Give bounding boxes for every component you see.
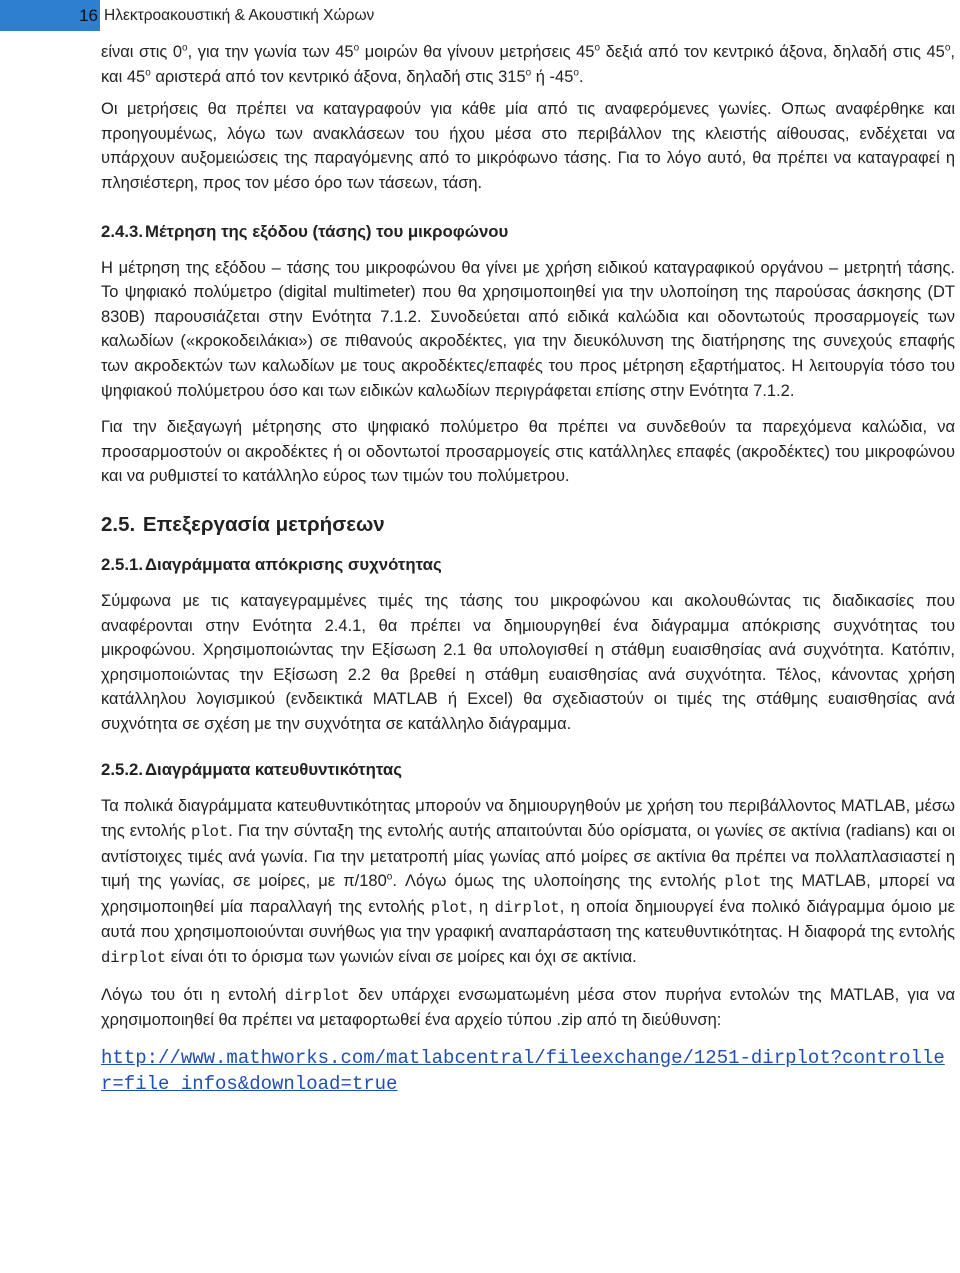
heading-2-5-2: 2.5.2. Διαγράμματα κατευθυντικότητας	[101, 760, 402, 780]
paragraph-dirplot-download: Λόγω του ότι η εντολή dirplot δεν υπάρχει ενσωματωμένη μέσα στον πυρήνα εντολών της MATLAB, για να χρησιμοποιηθεί θα πρέπει να μεταφορτωθεί ένα αρχείο τύπου .zip από τη διεύθυνση:	[101, 985, 956, 1030]
paragraph-angles: είναι στις 0$^o$, για την γωνία των 45$^o$ μοιρών θα γίνουν μετρήσεις 45$^o$ δεξιά από τον κεντρικό άξονα, δηλαδή στις 45$^o$, και 45$^o$ αριστερά από τον κεντρικό άξονα, δηλαδή στις 315$^o$ ή -45$^o$.	[101, 42, 956, 86]
paragraph-reflections: Οι μετρήσεις θα πρέπει να καταγραφούν για κάθε μία από τις αναφερόμενες γωνίες. Οπως αναφέρθηκε και προηγουμένως, λόγω των ανακλάσεων του ήχου μέσα στο περιβάλλον της κλειστής αίθουσας, ενδέχεται να υπάρχουν αυξομειώσεις της παραγόμενης από το μικρόφωνο τάσης. Για το λόγο αυτό, θα πρέπει να καταγραφεί η πλησιέστερη, προς τον μέσο όρο των τάσεων, τάση.	[101, 100, 955, 192]
paragraph-measurement-procedure: Για την διεξαγωγή μέτρησης στο ψηφιακό πολύμετρο θα πρέπει να συνδεθούν τα παρεχόμενα καλώδια, να προσαρμοστούν οι ακροδέκτες ή οι οδοντωτοί προσαρμογείς στις κατάλληλες επαφές (ακροδέκτες) του μικροφώνου και να ρυθμιστεί το κατάλληλο εύρος των τιμών του πολύμετρου.	[101, 418, 955, 486]
paragraph-frequency-response: Σύμφωνα με τις καταγεγραμμένες τιμές της τάσης του μικροφώνου και ακολουθώντας τις διαδικασίες που αναφέρονται στην Ενότητα 2.4.1, θα πρέπει να δημιουργηθεί ένα διάγραμμα απόκρισης συχνότητας του μικροφώνου. Χρησιμοποιώντας την Εξίσωση 2.1 θα υπολογισθεί η στάθμη ευαισθησίας ανά συχνότητα. Κατόπιν, χρησιμοποιώντας την Εξίσωση 2.2 θα βρεθεί η στάθμη ευαισθησίας ανά συχνότητα. Τέλος, κάνοντας χρήση κατάλληλου λογισμικού (ενδεικτικά MATLAB ή Excel) θα σχεδιαστούν οι τιμές της στάθμης ευαισθησίας ανά συχνότητα σε σχέση με την συχνότητα σε κατάλληλο διάγραμμα.	[101, 591, 955, 733]
running-title: Ηλεκτροακουστική & Ακουστική Χώρων	[104, 7, 375, 24]
page-header	[0, 0, 960, 31]
heading-2-5: 2.5. Επεξεργασία μετρήσεων	[101, 512, 385, 536]
heading-2-5-1: 2.5.1. Διαγράμματα απόκρισης συχνότητας	[101, 554, 442, 574]
paragraph-multimeter: Η μέτρηση της εξόδου – τάσης του μικροφώνου θα γίνει με χρήση ειδικού καταγραφικού οργάνου – μετρητή τάσης. Το ψηφιακό πολύμετρο (digital multimeter) που θα χρησιμοποιηθεί για την υλοποίηση της παρούσας άσκησης (DT 830B) παρουσιάζεται στην Ενότητα 7.1.2. Συνοδεύεται από ειδικά καλώδια και οδοντωτούς προσαρμογείς των καλωδίων («κροκοδειλάκια») σε πιθανούς ακροδέκτες, για την διευκόλυνση της διατήρησης της συνεχούς επαφής των ακροδεκτών των καλωδίων με τους ακροδέκτες/επαφές του προς μέτρηση εξαρτήματος. Η λειτουργία τόσο του ψηφιακού πολύμετρου όσο και των ειδικών καλωδίων περιγράφεται επίσης στην Ενότητα 7.1.2.	[101, 258, 955, 400]
dirplot-download-link[interactable]: http://www.mathworks.com/matlabcentral/fileexchange/1251-dirplot?controller=file_infos&download=true	[101, 1046, 945, 1095]
paragraph-polar-plots: Τα πολικά διαγράμματα κατευθυντικότητας μπορούν να δημιουργηθούν με χρήση του περιβάλλοντος MATLAB, μέσω της εντολής plot. Για την σύνταξη της εντολής αυτής απαιτούνται δύο ορίσματα, οι γωνίες σε ακτίνια (radians) και οι αντίστοιχες τιμές ανά γωνία. Για την μετατροπή μίας γωνίας από μοίρες σε ακτίνια θα πρέπει να πολλαπλασιαστεί η τιμή της γωνίας, σε μοίρες, με π/180$^o$. Λόγω όμως της υλοποίησης της εντολής plot της MATLAB, μπορεί να χρησιμοποιηθεί μία παραλλαγή της εντολής plot, η dirplot, η οποία δημιουργεί ένα πολικό διάγραμμα όμοιο με αυτά που χρησιμοποιούνται συνήθως για την γραφική αναπαράσταση της κατευθυντικότητας. Η διαφορά της εντολής dirplot είναι ότι το όρισμα των γωνιών είναι σε μοίρες και όχι σε ακτίνια.	[101, 797, 955, 968]
heading-2-4-3: 2.4.3. Μέτρηση της εξόδου (τάσης) του μικροφώνου	[101, 221, 509, 241]
page-number: 16	[0, 0, 100, 31]
page-content	[101, 40, 955, 1097]
